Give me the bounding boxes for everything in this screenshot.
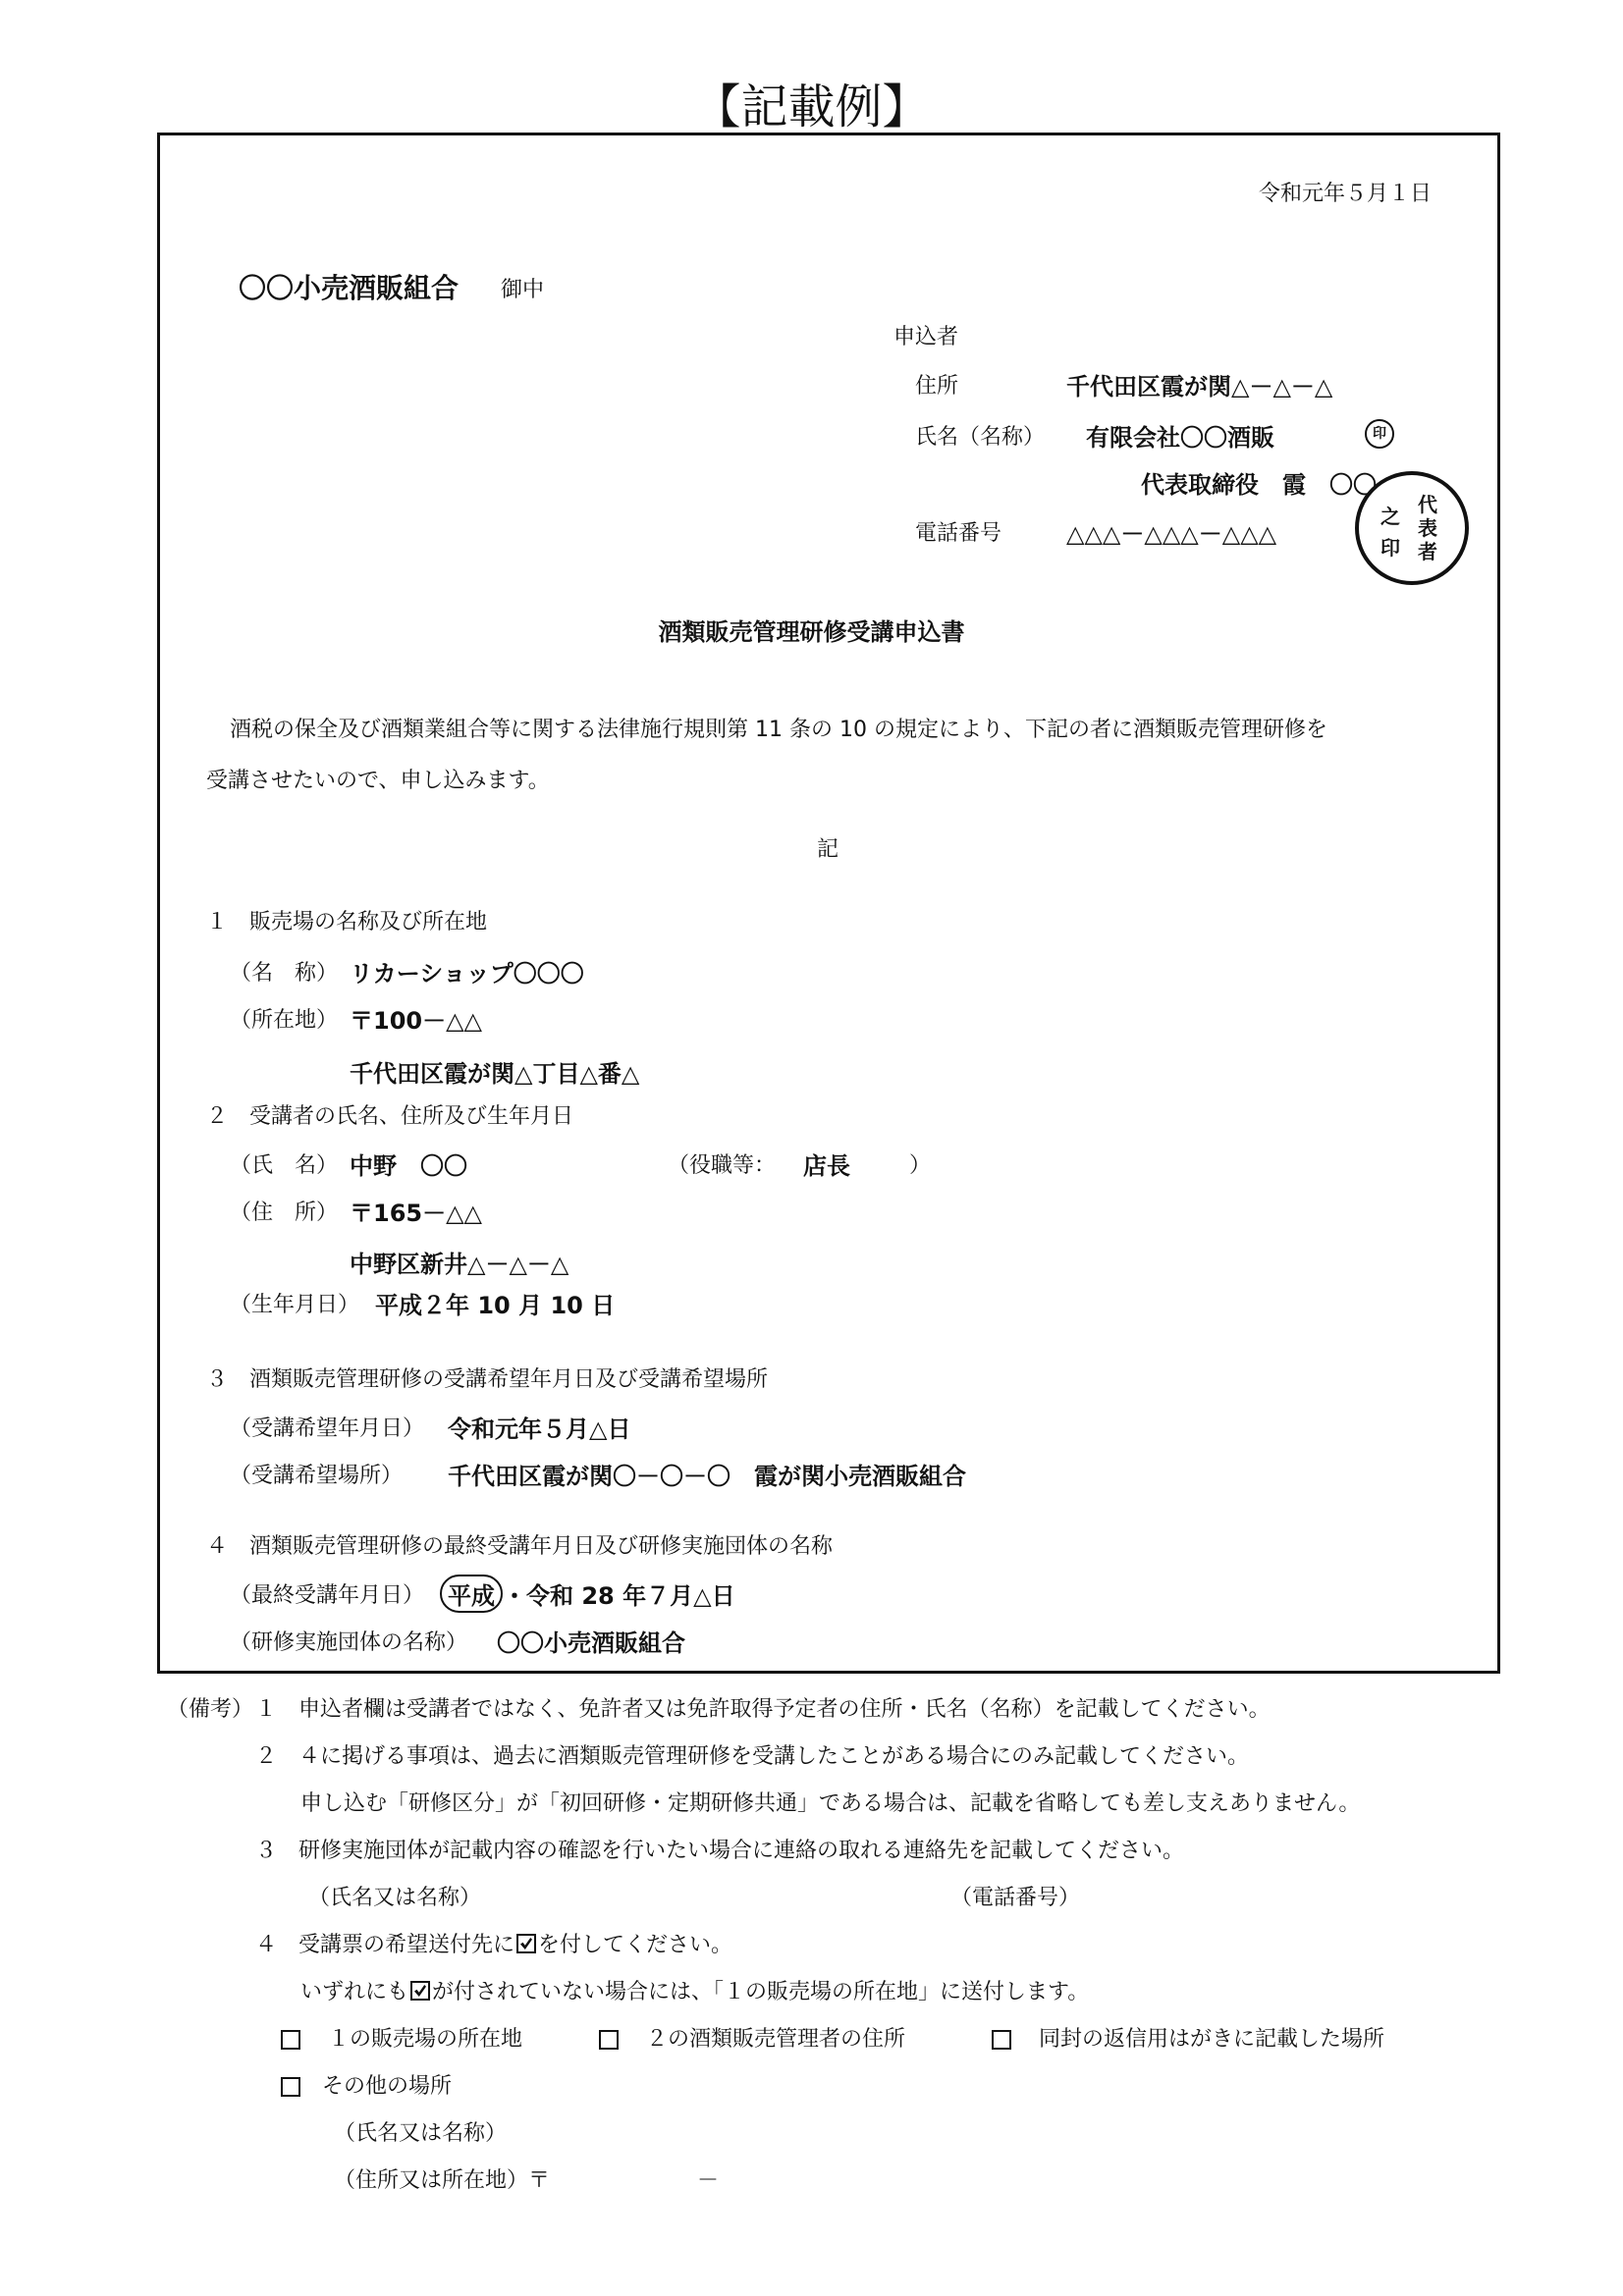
applicant-company: 有限会社〇〇酒販	[1086, 424, 1274, 452]
application-date: 令和元年５月１日	[1259, 182, 1433, 206]
section1-location-label: （所在地）	[230, 1008, 339, 1033]
section3-place-label: （受講希望場所）	[230, 1464, 404, 1488]
checkbox-icon[interactable]	[992, 2030, 1011, 2050]
checked-box-icon	[410, 1981, 430, 2001]
applicant-phone: △△△－△△△－△△△	[1066, 520, 1277, 548]
checkbox-icon[interactable]	[281, 2077, 300, 2097]
checkbox-icon[interactable]	[281, 2030, 300, 2050]
other-address-label: （住所又は所在地）〒	[334, 2168, 551, 2193]
applicant-representative: 代表取締役 霞 〇〇	[1141, 471, 1377, 499]
section1-heading: １ 販売場の名称及び所在地	[206, 910, 488, 934]
form-frame	[157, 133, 1500, 1674]
note-1: １ 申込者欄は受講者ではなく、免許者又は免許取得予定者の住所・氏名（名称）を記載してください。	[255, 1697, 1271, 1722]
option-manager-address[interactable]	[599, 2022, 905, 2053]
applicant-name-label: 氏名（名称）	[915, 425, 1046, 450]
option-label: その他の場所	[322, 2074, 453, 2099]
option-return-postcard[interactable]	[992, 2022, 1384, 2053]
section4-org-label: （研修実施団体の名称）	[230, 1630, 468, 1655]
seal-char: 印	[1380, 536, 1400, 560]
section4-date-label: （最終受講年月日）	[230, 1583, 425, 1608]
section4-heading: ４ 酒類販売管理研修の最終受講年月日及び研修実施団体の名称	[206, 1534, 834, 1559]
representative-seal	[1355, 471, 1469, 585]
note-3: ３ 研修実施団体が記載内容の確認を行いたい場合に連絡の取れる連絡先を記載してください。	[255, 1839, 1185, 1863]
note-4b-pre: いずれにも	[300, 1980, 409, 2004]
section1-address: 千代田区霞が関△丁目△番△	[350, 1060, 640, 1088]
option-other[interactable]	[281, 2069, 452, 2100]
applicant-phone-label: 電話番号	[915, 521, 1002, 546]
section3-place: 千代田区霞が関〇－〇－〇 霞が関小売酒販組合	[448, 1463, 966, 1490]
section3-heading: ３ 酒類販売管理研修の受講希望年月日及び受講希望場所	[206, 1367, 769, 1392]
section2-name-label: （氏 名）	[230, 1153, 339, 1178]
body-line-2: 受講させたいので、申し込みます。	[206, 769, 550, 793]
note-4b-post: が付されていない場合には、「１の販売場の所在地」に送付します。	[432, 1980, 1090, 2004]
other-address-dash: －	[697, 2168, 720, 2193]
option-label: 同封の返信用はがきに記載した場所	[1039, 2027, 1385, 2052]
section1-name: リカーショップ〇〇〇	[350, 960, 584, 988]
note-4-post: を付してください。	[538, 1933, 733, 1957]
note-4-pre: ４ 受講票の希望送付先に	[255, 1933, 515, 1957]
section2-address-label: （住 所）	[230, 1201, 339, 1225]
other-name-label: （氏名又は名称）	[334, 2121, 508, 2146]
note-2b: 申し込む「研修区分」が「初回研修・定期研修共通」である場合は、記載を省略しても差し支えありません。	[300, 1791, 1361, 1816]
seal-char: 者	[1418, 540, 1437, 563]
section1-zip: 〒100－△△	[350, 1007, 483, 1035]
applicant-address: 千代田区霞が関△－△－△	[1066, 373, 1333, 400]
option-label: ２の酒類販売管理者の住所	[646, 2027, 906, 2052]
section2-zip: 〒165－△△	[350, 1200, 483, 1227]
recipient-name: 〇〇小売酒販組合	[239, 272, 460, 304]
section2-role: 店長	[803, 1152, 850, 1180]
option-label: １の販売場の所在地	[328, 2027, 523, 2052]
option-sales-site[interactable]	[281, 2022, 522, 2053]
notes-label: （備考）	[167, 1697, 254, 1722]
section2-heading: ２ 受講者の氏名、住所及び生年月日	[206, 1104, 574, 1129]
section2-birth-label: （生年月日）	[230, 1293, 360, 1317]
seal-char: 表	[1418, 516, 1437, 540]
seal-mark: 印	[1365, 419, 1394, 449]
note-4b	[300, 1975, 1089, 2005]
section3-date-label: （受講希望年月日）	[230, 1416, 425, 1441]
checked-box-icon	[516, 1934, 536, 1953]
section2-address: 中野区新井△－△－△	[350, 1251, 569, 1278]
section2-role-label: （役職等：	[668, 1153, 777, 1178]
document-heading: 【記載例】	[693, 80, 930, 134]
seal-char: 代	[1418, 493, 1437, 516]
section2-role-close: ）	[909, 1153, 932, 1178]
body-line-1: 酒税の保全及び酒類業組合等に関する法律施行規則第 11 条の 10 の規定により、下記の者に酒類販売管理研修を	[230, 718, 1327, 742]
seal-char: 之	[1380, 505, 1400, 528]
applicant-address-label: 住所	[915, 374, 959, 399]
note-3-name: （氏名又は名称）	[308, 1886, 482, 1910]
document-title: 酒類販売管理研修受講申込書	[658, 618, 965, 646]
section3-date: 令和元年５月△日	[448, 1415, 631, 1443]
section1-name-label: （名 称）	[230, 961, 339, 986]
section2-birth: 平成２年 10 月 10 日	[375, 1292, 616, 1319]
section4-era-circled: 平成	[440, 1575, 503, 1613]
note-3-phone: （電話番号）	[950, 1886, 1081, 1910]
ki-mark: 記	[817, 837, 839, 862]
note-2a: ２ ４に掲げる事項は、過去に酒類販売管理研修を受講したことがある場合にのみ記載してください。	[255, 1744, 1250, 1769]
checkbox-icon[interactable]	[599, 2030, 619, 2050]
applicant-label: 申込者	[893, 325, 959, 349]
section4-date	[440, 1575, 735, 1613]
section4-date-rest: ・令和 28 年７月△日	[503, 1582, 735, 1610]
recipient-suffix: 御中	[501, 278, 545, 302]
section4-org: 〇〇小売酒販組合	[497, 1629, 685, 1657]
section2-name: 中野 〇〇	[350, 1152, 467, 1180]
note-4	[255, 1928, 732, 1958]
